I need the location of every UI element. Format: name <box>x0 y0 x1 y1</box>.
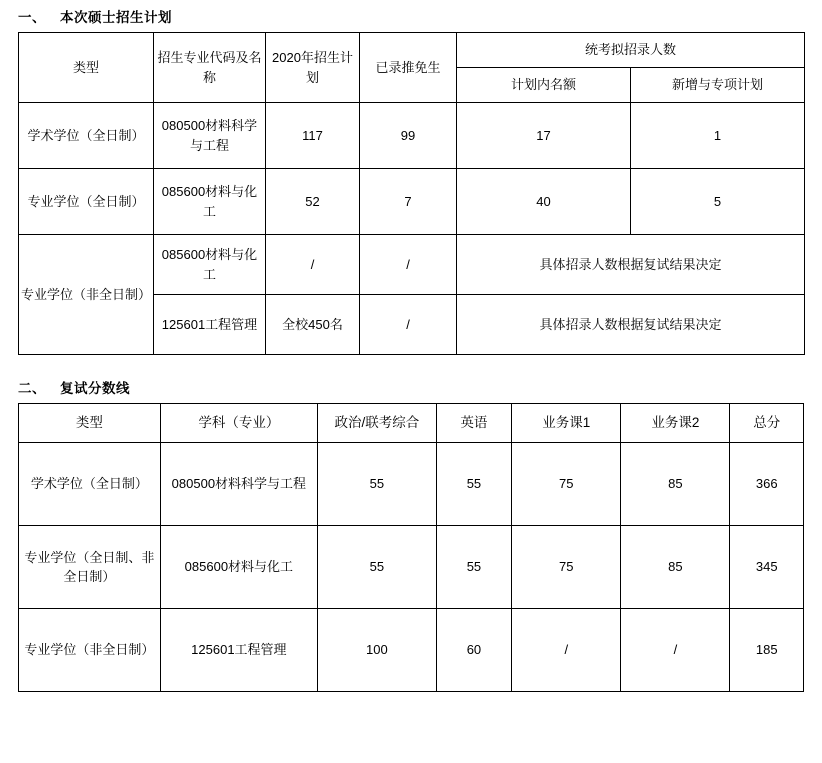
header-type: 类型 <box>19 404 161 443</box>
cell-in-plan: 40 <box>457 169 631 235</box>
cell-total: 366 <box>730 443 804 526</box>
section-1-index: 一、 <box>18 10 46 25</box>
header-politics: 政治/联考综合 <box>318 404 437 443</box>
cell-course1: / <box>512 609 621 692</box>
header-unified: 统考拟招录人数 <box>457 33 805 68</box>
cell-politics: 55 <box>318 526 437 609</box>
section-2-title: 复试分数线 <box>60 381 130 396</box>
document-page <box>0 6 822 763</box>
cell-type: 专业学位（全日制、非全日制） <box>19 526 161 609</box>
header-recommended: 已录推免生 <box>360 33 457 103</box>
header-course2: 业务课2 <box>621 404 730 443</box>
cell-course2: 85 <box>621 526 730 609</box>
header-type: 类型 <box>19 33 154 103</box>
table-row <box>19 169 805 235</box>
header-unified-extra: 新增与专项计划 <box>631 68 805 103</box>
header-subject: 学科（专业） <box>160 404 317 443</box>
admission-plan-table <box>18 32 805 355</box>
header-course1: 业务课1 <box>512 404 621 443</box>
cell-extra: 1 <box>631 103 805 169</box>
section-gap <box>0 355 822 371</box>
cell-recommended: 99 <box>360 103 457 169</box>
cell-plan-2020: 117 <box>266 103 360 169</box>
score-line-table <box>18 403 804 692</box>
cell-recommended: / <box>360 295 457 355</box>
cell-recommended: / <box>360 235 457 295</box>
cell-course1: 75 <box>512 443 621 526</box>
header-english: 英语 <box>436 404 512 443</box>
cell-merged-note: 具体招录人数根据复试结果决定 <box>457 235 805 295</box>
table-header-row <box>19 33 805 68</box>
cell-subject: 125601工程管理 <box>160 609 317 692</box>
cell-english: 60 <box>436 609 512 692</box>
cell-in-plan: 17 <box>457 103 631 169</box>
cell-total: 345 <box>730 526 804 609</box>
section-2-index: 二、 <box>18 381 46 396</box>
cell-extra: 5 <box>631 169 805 235</box>
section-2-heading <box>18 377 822 397</box>
section-1-heading <box>18 6 822 26</box>
header-plan-2020: 2020年招生计划 <box>266 33 360 103</box>
cell-major-code: 125601工程管理 <box>154 295 266 355</box>
header-major-code: 招生专业代码及名称 <box>154 33 266 103</box>
cell-major-code: 085600材料与化工 <box>154 169 266 235</box>
cell-course2: / <box>621 609 730 692</box>
table-row <box>19 526 804 609</box>
table-row <box>19 609 804 692</box>
cell-major-code: 080500材料科学与工程 <box>154 103 266 169</box>
cell-subject: 080500材料科学与工程 <box>160 443 317 526</box>
cell-plan-2020: / <box>266 235 360 295</box>
cell-merged-note: 具体招录人数根据复试结果决定 <box>457 295 805 355</box>
cell-subject: 085600材料与化工 <box>160 526 317 609</box>
table-row <box>19 235 805 295</box>
cell-plan-2020: 52 <box>266 169 360 235</box>
cell-major-code: 085600材料与化工 <box>154 235 266 295</box>
header-unified-in-plan: 计划内名额 <box>457 68 631 103</box>
cell-course1: 75 <box>512 526 621 609</box>
section-1-title: 本次硕士招生计划 <box>60 10 172 25</box>
cell-type: 专业学位（非全日制） <box>19 235 154 355</box>
cell-total: 185 <box>730 609 804 692</box>
cell-politics: 55 <box>318 443 437 526</box>
cell-english: 55 <box>436 443 512 526</box>
cell-recommended: 7 <box>360 169 457 235</box>
cell-english: 55 <box>436 526 512 609</box>
table-row <box>19 443 804 526</box>
cell-politics: 100 <box>318 609 437 692</box>
cell-type: 专业学位（非全日制） <box>19 609 161 692</box>
table-header-row <box>19 404 804 443</box>
cell-type: 学术学位（全日制） <box>19 443 161 526</box>
cell-course2: 85 <box>621 443 730 526</box>
cell-plan-2020: 全校450名 <box>266 295 360 355</box>
header-total: 总分 <box>730 404 804 443</box>
cell-type: 专业学位（全日制） <box>19 169 154 235</box>
table-row <box>19 103 805 169</box>
cell-type: 学术学位（全日制） <box>19 103 154 169</box>
